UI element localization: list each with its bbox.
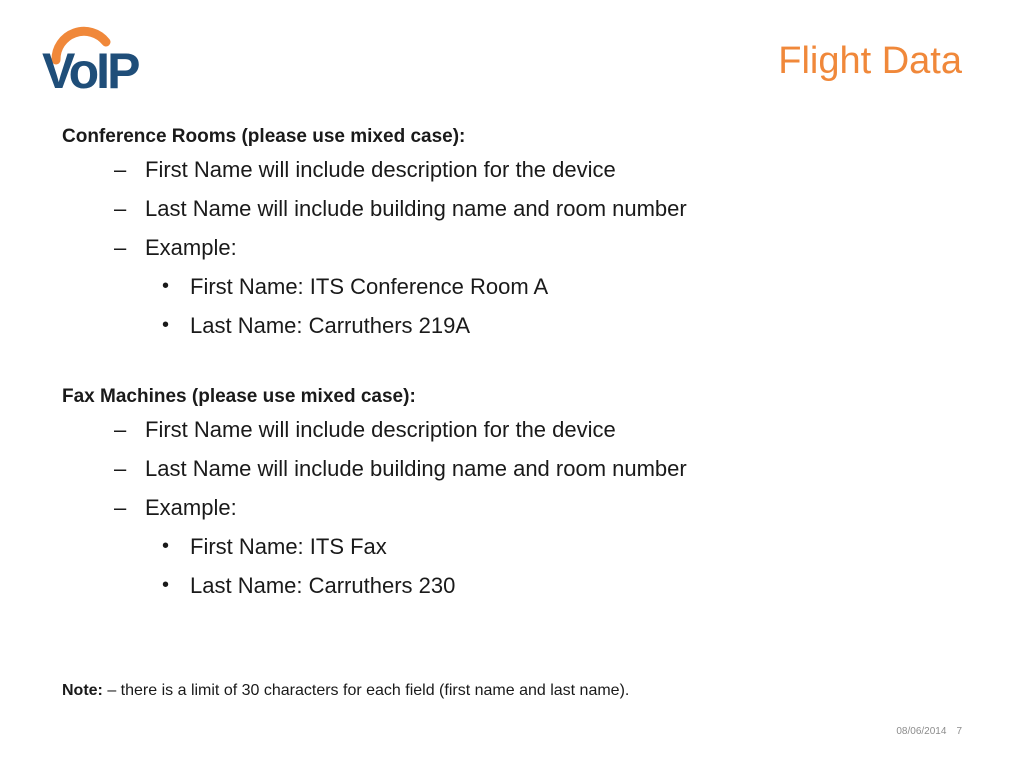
list-item bbox=[114, 228, 962, 345]
list-item-text: First Name will include description for the device bbox=[145, 417, 616, 442]
example-list bbox=[145, 527, 962, 605]
list-item-text: Last Name will include building name and room number bbox=[145, 456, 687, 481]
list-item bbox=[114, 189, 962, 228]
fax-machines-heading: Fax Machines (please use mixed case): bbox=[62, 386, 416, 407]
logo-text: VoIP bbox=[42, 43, 138, 99]
example-item bbox=[162, 566, 962, 605]
list-item bbox=[114, 488, 962, 605]
footer bbox=[886, 726, 962, 737]
fax-machines-list bbox=[62, 410, 962, 605]
example-item bbox=[162, 306, 962, 345]
list-item bbox=[114, 449, 962, 488]
dash-marker: – bbox=[114, 495, 127, 520]
bullet-marker: • bbox=[162, 535, 170, 557]
conference-rooms-list bbox=[62, 150, 962, 345]
slide-content bbox=[62, 124, 962, 605]
spacer bbox=[62, 345, 962, 384]
dash-marker: – bbox=[114, 235, 127, 260]
bullet-marker: • bbox=[162, 314, 170, 336]
bullet-marker: • bbox=[162, 574, 170, 596]
example-text: First Name: ITS Fax bbox=[190, 534, 387, 559]
example-text: Last Name: Carruthers 219A bbox=[190, 313, 471, 338]
dash-marker: – bbox=[114, 196, 127, 221]
dash-marker: – bbox=[114, 456, 127, 481]
footer-date: 08/06/2014 bbox=[896, 726, 947, 737]
list-item-text: Last Name will include building name and room number bbox=[145, 196, 687, 221]
note-text: – there is a limit of 30 characters for each field (first name and last name). bbox=[102, 682, 630, 699]
dash-marker: – bbox=[114, 157, 127, 182]
conference-rooms-heading: Conference Rooms (please use mixed case): bbox=[62, 126, 466, 147]
list-item-text: Example: bbox=[145, 235, 237, 260]
example-item bbox=[162, 527, 962, 566]
example-item bbox=[162, 267, 962, 306]
bullet-marker: • bbox=[162, 275, 170, 297]
page-title: Flight Data bbox=[778, 40, 962, 82]
example-text: Last Name: Carruthers 230 bbox=[190, 573, 456, 598]
list-item bbox=[114, 150, 962, 189]
dash-marker: – bbox=[114, 417, 127, 442]
example-text: First Name: ITS Conference Room A bbox=[190, 274, 549, 299]
list-item-text: Example: bbox=[145, 495, 237, 520]
example-list bbox=[145, 267, 962, 345]
voip-logo bbox=[40, 20, 156, 100]
page-number: 7 bbox=[956, 726, 962, 737]
list-item bbox=[114, 410, 962, 449]
note bbox=[62, 680, 629, 702]
list-item-text: First Name will include description for the device bbox=[145, 157, 616, 182]
note-label: Note: bbox=[62, 682, 103, 699]
